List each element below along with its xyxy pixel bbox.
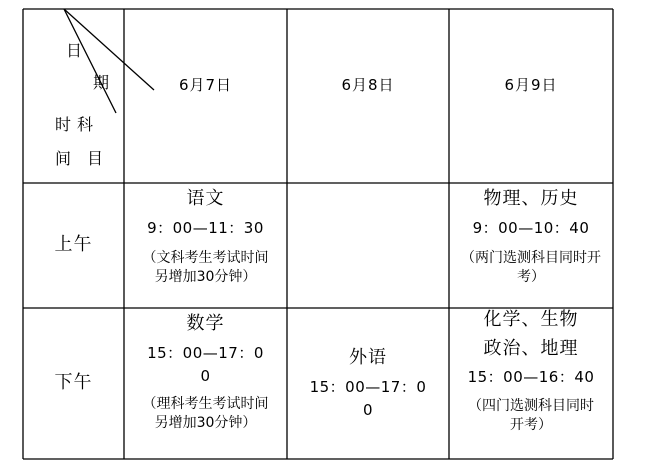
afternoon-day1-cell <box>124 308 287 459</box>
date-header-2-text: 6月8日 <box>341 76 395 94</box>
afternoon-day2-time-line2: 0 <box>362 400 374 419</box>
morning-day3-note-line1: （两门选测科目同时开 <box>461 249 601 266</box>
morning-day3-time: 9：00—10：40 <box>472 218 590 237</box>
morning-day1-time: 9：00—11：30 <box>147 218 264 237</box>
afternoon-day1-subject: 数学 <box>186 313 225 334</box>
corner-label-qi: 期 <box>93 73 110 92</box>
row-label-afternoon <box>23 308 124 459</box>
afternoon-day3-subject-line2: 政治、地理 <box>483 337 579 359</box>
afternoon-day2-cell <box>287 308 449 459</box>
afternoon-day1-time-line2: 0 <box>200 366 211 385</box>
corner-label-shi-ke: 时科 <box>55 115 100 134</box>
afternoon-day3-time: 15：00—16：40 <box>467 368 595 387</box>
afternoon-day2-subject: 外语 <box>349 346 387 368</box>
afternoon-day3-cell <box>449 308 613 459</box>
morning-day3-subject: 物理、历史 <box>483 188 579 209</box>
afternoon-day3-subject-line1: 化学、生物 <box>483 309 579 330</box>
afternoon-day1-note-line2: 另增加30分钟） <box>154 415 257 432</box>
morning-day3-cell <box>449 183 613 308</box>
row-label-afternoon-text: 下午 <box>54 372 93 394</box>
afternoon-day1-note-line1: （理科考生考试时间 <box>142 396 269 413</box>
corner-label-ri: 日 <box>66 41 83 60</box>
morning-day1-note-line1: （文科考生考试时间 <box>142 249 269 266</box>
morning-day3-note-line2: 考） <box>517 268 545 285</box>
morning-day1-note-line2: 另增加30分钟） <box>154 268 257 285</box>
afternoon-day3-note-line2: 开考） <box>510 416 552 433</box>
afternoon-day1-time-line1: 15：00—17：0 <box>147 343 264 362</box>
afternoon-day2-time-line1: 15：00—17：0 <box>309 377 427 396</box>
morning-day2-cell <box>287 183 449 308</box>
row-label-morning <box>23 183 124 308</box>
morning-day1-subject: 语文 <box>186 188 225 209</box>
corner-label-jian-mu: 间 目 <box>55 149 104 168</box>
row-label-morning-text: 上午 <box>54 234 93 256</box>
date-header-1-text: 6月7日 <box>178 76 233 94</box>
afternoon-day3-note-line1: （四门选测科目同时 <box>468 397 594 414</box>
morning-day1-cell <box>124 183 287 308</box>
date-header-2 <box>287 9 449 183</box>
date-header-1 <box>124 9 287 183</box>
date-header-3 <box>449 9 613 183</box>
date-header-3-text: 6月9日 <box>504 76 558 94</box>
